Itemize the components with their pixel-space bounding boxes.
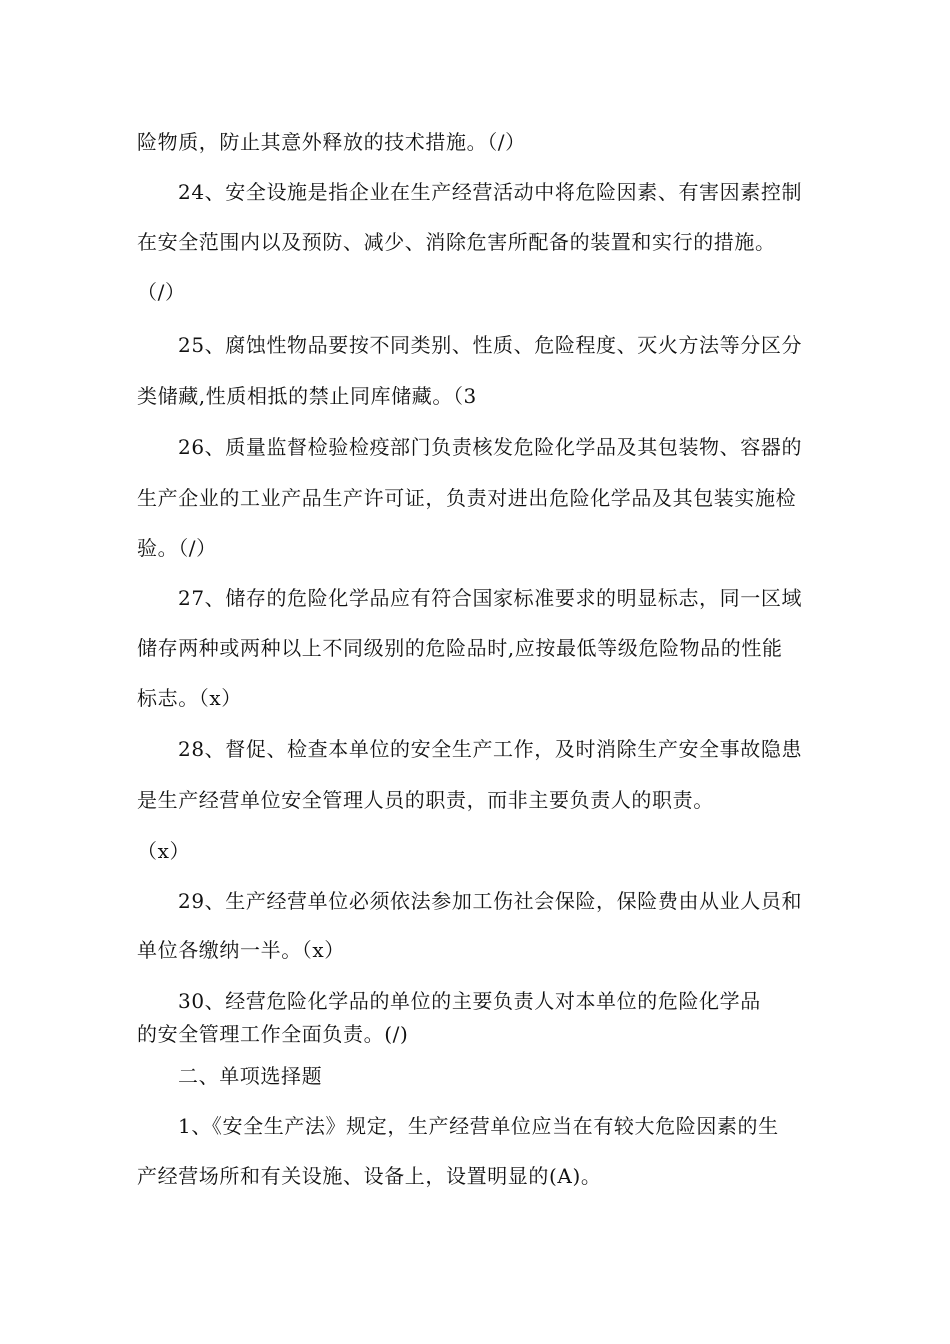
answer-marker: （/） xyxy=(137,280,186,304)
text-line: 类储藏,性质相抵的禁止同库储藏。（3 xyxy=(137,384,477,408)
section-heading: 二、单项选择题 xyxy=(178,1064,323,1088)
text-line: 标志。（x） xyxy=(137,686,242,710)
text-line: 验。（/） xyxy=(137,536,217,560)
question-25-text: 25、腐蚀性物品要按不同类别、性质、危险程度、灭火方法等分区分 xyxy=(178,333,803,357)
question-27-text: 27、储存的危险化学品应有符合国家标准要求的明显标志，同一区域 xyxy=(178,586,803,610)
text-line: 储存两种或两种以上不同级别的危险品时,应按最低等级危险物品的性能 xyxy=(137,636,783,660)
question-29-text: 29、生产经营单位必须依法参加工伤社会保险，保险费由从业人员和 xyxy=(178,889,803,913)
text-line: 的安全管理工作全面负责。(/) xyxy=(137,1022,409,1046)
text-line: 是生产经营单位安全管理人员的职责，而非主要负责人的职责。 xyxy=(137,788,714,812)
text-line: 产经营场所和有关设施、设备上，设置明显的(A)。 xyxy=(137,1164,602,1188)
text-line: 险物质，防止其意外释放的技术措施。（/） xyxy=(137,130,526,154)
question-30-text: 30、经营危险化学品的单位的主要负责人对本单位的危险化学品 xyxy=(178,989,761,1013)
answer-marker: （x） xyxy=(137,839,191,863)
text-line: 单位各缴纳一半。（x） xyxy=(137,938,345,962)
text-line: 在安全范围内以及预防、减少、消除危害所配备的装置和实行的措施。 xyxy=(137,230,776,254)
choice-question-1-text: 1、《安全生产法》规定，生产经营单位应当在有较大危险因素的生 xyxy=(178,1114,779,1138)
text-line: 生产企业的工业产品生产许可证，负责对进出危险化学品及其包装实施检 xyxy=(137,486,797,510)
question-28-text: 28、督促、检查本单位的安全生产工作，及时消除生产安全事故隐患 xyxy=(178,737,803,761)
question-24-text: 24、安全设施是指企业在生产经营活动中将危险因素、有害因素控制 xyxy=(178,180,803,204)
question-26-text: 26、质量监督检验检疫部门负责核发危险化学品及其包装物、容器的 xyxy=(178,435,803,459)
